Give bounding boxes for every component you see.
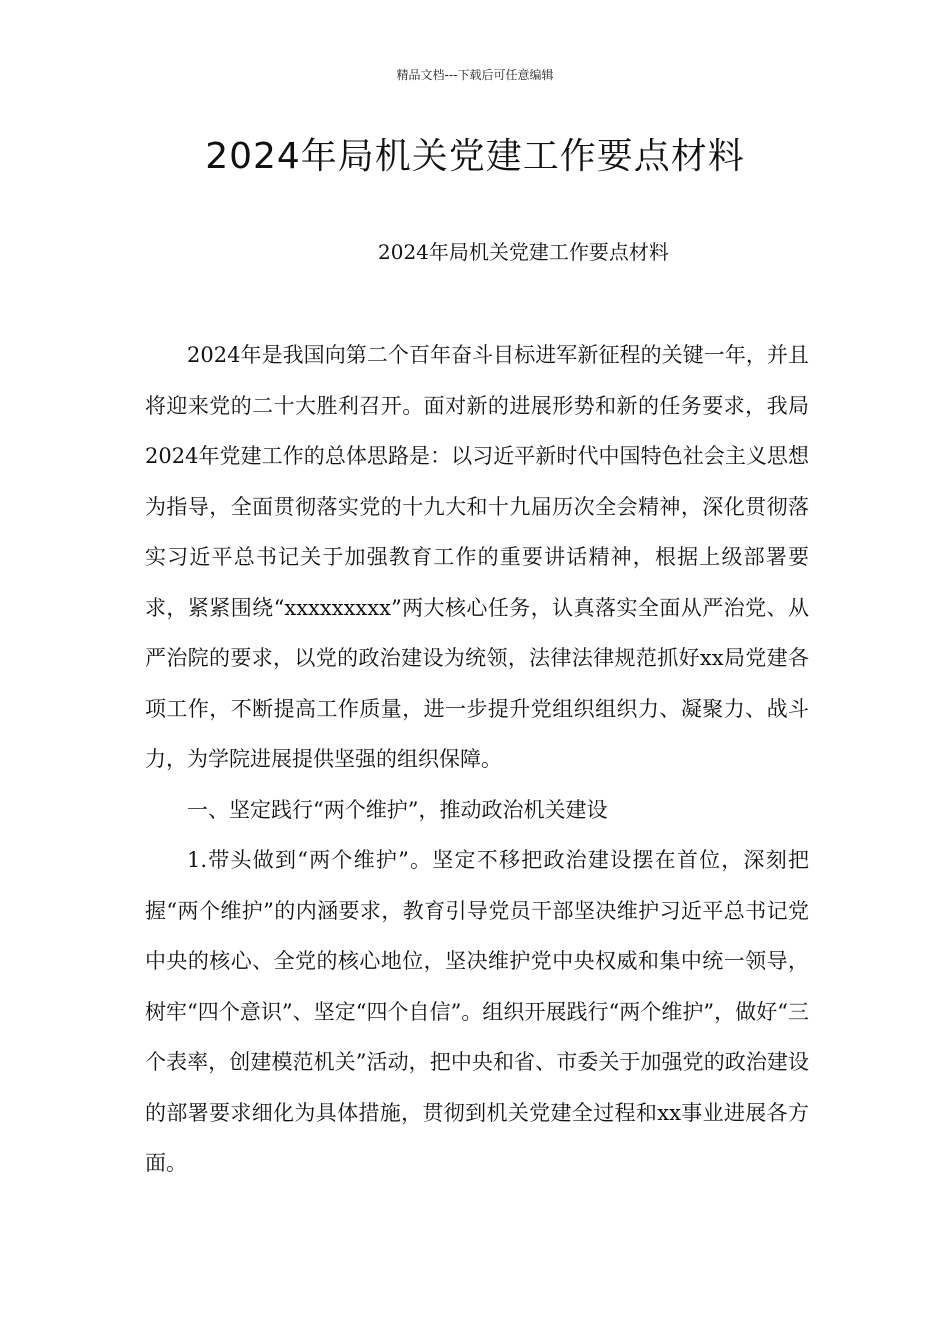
section-heading: 一、坚定践行“两个维护”，推动政治机关建设 xyxy=(187,797,608,822)
document-title: 2024年局机关党建工作要点材料 xyxy=(205,136,745,177)
body-paragraph: 1.带头做到“两个维护”。坚定不移把政治建设摆在首位，深刻把握“两个维护”的内涵要求，教育引导党员干部坚决维护习近平总书记党中央的核心、全党的核心地位，坚决维护党中央权威和集中统一领导，树牢“四个意识”、坚定“四个自信”。组织开展践行“两个维护”，做好“三个表率，创建模范机关”活动，把中央和省、市委关于加强党的政治建设的部署要求细化为具体措施，贯彻到机关党建全过程和xx事业进展各方面。 xyxy=(145,848,809,1175)
document-body xyxy=(145,330,809,1189)
header-note: 精品文档---下载后可任意编辑 xyxy=(396,68,554,82)
intro-paragraph: 2024年是我国向第二个百年奋斗目标进军新征程的关键一年，并且将迎来党的二十大胜利召开。面对新的进展形势和新的任务要求，我局2024年党建工作的总体思路是：以习近平新时代中国特色社会主义思想为指导，全面贯彻落实党的十九大和十九届历次全会精神，深化贯彻落实习近平总书记关于加强教育工作的重要讲话精神，根据上级部署要求，紧紧围绕“xxxxxxxxx”两大核心任务，认真落实全面从严治党、从严治院的要求，以党的政治建设为统领，法律法律规范抓好xx局党建各项工作，不断提高工作质量，进一步提升党组织组织力、凝聚力、战斗力，为学院进展提供坚强的组织保障。 xyxy=(145,343,809,771)
document-subtitle: 2024年局机关党建工作要点材料 xyxy=(378,240,669,264)
